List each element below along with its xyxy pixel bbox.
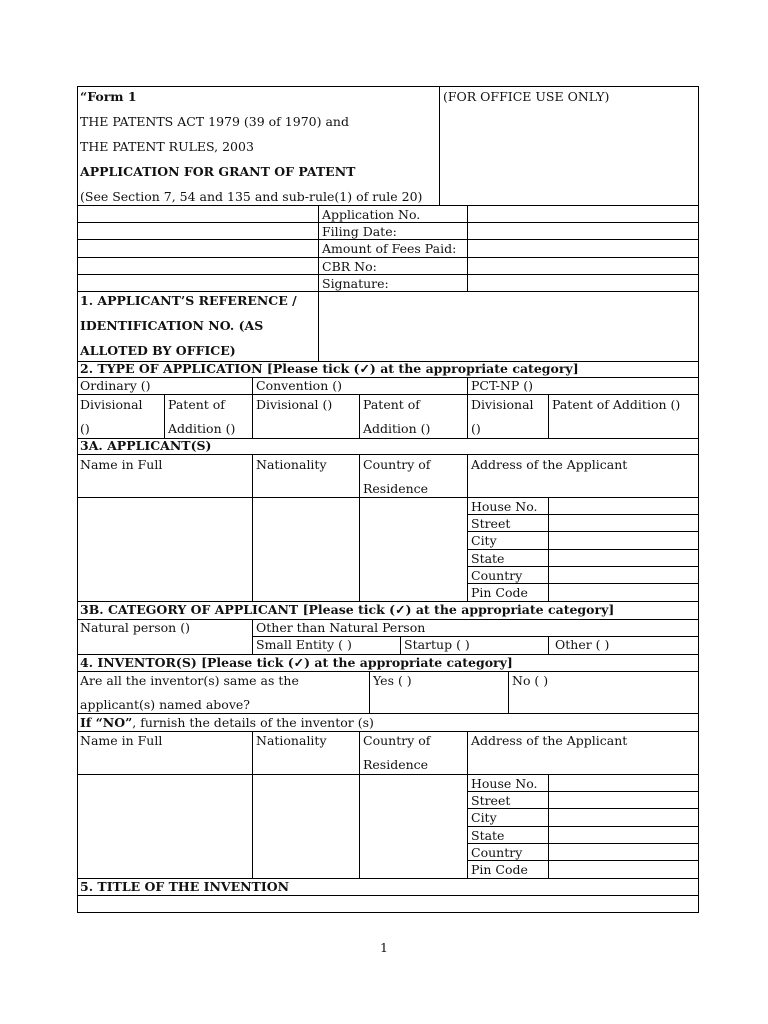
option-inventor-yes[interactable]: Yes ( ) [373, 673, 412, 688]
applicant-house-no: House No. [471, 499, 538, 514]
inventor-street: Street [471, 793, 511, 808]
section5-heading: 5. TITLE OF THE INVENTION [80, 879, 290, 894]
inventor-pin-code: Pin Code [471, 862, 528, 877]
option-convention[interactable]: Convention () [256, 378, 342, 393]
inventor-state: State [471, 828, 505, 843]
inventor-city: City [471, 810, 497, 825]
applicant-street: Street [471, 516, 511, 531]
inventor-col-country: Country of [363, 733, 431, 748]
office-field-signature: Signature: [322, 276, 389, 291]
applicant-col-residence: Residence [363, 481, 429, 496]
section3b-heading: 3B. CATEGORY OF APPLICANT [Please tick (✓) at the appropriate category] [80, 602, 615, 617]
rules-title: THE PATENT RULES, 2003 [80, 139, 254, 154]
office-use-label: (FOR OFFICE USE ONLY) [443, 89, 610, 104]
option-inventor-no[interactable]: No ( ) [512, 673, 549, 688]
option-other-than-natural: Other than Natural Person [256, 620, 426, 635]
option-pct-divisional[interactable]: Divisional [471, 397, 534, 412]
option-convention-patent-addition[interactable]: Patent of [363, 397, 420, 412]
applicant-col-address: Address of the Applicant [471, 457, 628, 472]
option-ordinary-divisional-box[interactable]: () [80, 421, 90, 436]
inventor-col-residence: Residence [363, 757, 429, 772]
form-title: “Form 1 [80, 89, 137, 104]
option-ordinary-patent-addition-box[interactable]: Addition () [168, 421, 236, 436]
inventor-house-no: House No. [471, 776, 538, 791]
office-field-filing-date: Filing Date: [322, 224, 397, 239]
option-ordinary-patent-addition[interactable]: Patent of [168, 397, 225, 412]
applicant-city: City [471, 533, 497, 548]
inventor-question-line1: Are all the inventor(s) same as the [80, 673, 299, 688]
applicant-state: State [471, 551, 505, 566]
if-no-instruction: If “NO”, furnish the details of the inventor (s) [80, 715, 374, 730]
applicant-country: Country [471, 568, 523, 583]
applicant-col-name: Name in Full [80, 457, 163, 472]
section3a-heading: 3A. APPLICANT(S) [80, 438, 212, 453]
applicant-col-nationality: Nationality [256, 457, 327, 472]
inventor-col-nationality: Nationality [256, 733, 327, 748]
office-field-fees-paid: Amount of Fees Paid: [322, 241, 457, 256]
inventor-country: Country [471, 845, 523, 860]
section1-heading-line2: IDENTIFICATION NO. (AS [80, 318, 264, 333]
act-title: THE PATENTS ACT 1979 (39 of 1970) and [80, 114, 349, 129]
option-small-entity[interactable]: Small Entity ( ) [256, 637, 352, 652]
see-section-note: (See Section 7, 54 and 135 and sub-rule(1) of rule 20) [80, 189, 423, 204]
option-pct-divisional-box[interactable]: () [471, 421, 481, 436]
header-divider [439, 86, 440, 205]
inventor-col-name: Name in Full [80, 733, 163, 748]
option-natural-person[interactable]: Natural person () [80, 620, 190, 635]
application-title: APPLICATION FOR GRANT OF PATENT [80, 164, 356, 179]
option-ordinary[interactable]: Ordinary () [80, 378, 151, 393]
option-other[interactable]: Other ( ) [555, 637, 610, 652]
office-field-cbr-no: CBR No: [322, 259, 377, 274]
section4-heading: 4. INVENTOR(S) [Please tick (✓) at the appropriate category] [80, 655, 513, 670]
inventor-question-line2: applicant(s) named above? [80, 697, 250, 712]
applicant-col-country: Country of [363, 457, 431, 472]
option-ordinary-divisional[interactable]: Divisional [80, 397, 143, 412]
option-convention-divisional[interactable]: Divisional () [256, 397, 333, 412]
applicant-pin-code: Pin Code [471, 585, 528, 600]
option-startup[interactable]: Startup ( ) [404, 637, 470, 652]
inventor-col-address: Address of the Applicant [471, 733, 628, 748]
section2-heading: 2. TYPE OF APPLICATION [Please tick (✓) at the appropriate category] [80, 361, 579, 376]
page-number: 1 [380, 940, 388, 955]
section1-heading-line1: 1. APPLICANT’S REFERENCE / [80, 293, 297, 308]
section1-heading-line3: ALLOTED BY OFFICE) [80, 343, 236, 358]
option-pct-patent-addition[interactable]: Patent of Addition () [552, 397, 681, 412]
option-convention-patent-addition-box[interactable]: Addition () [363, 421, 431, 436]
option-pct-np[interactable]: PCT-NP () [471, 378, 533, 393]
office-field-application-no: Application No. [322, 207, 421, 222]
